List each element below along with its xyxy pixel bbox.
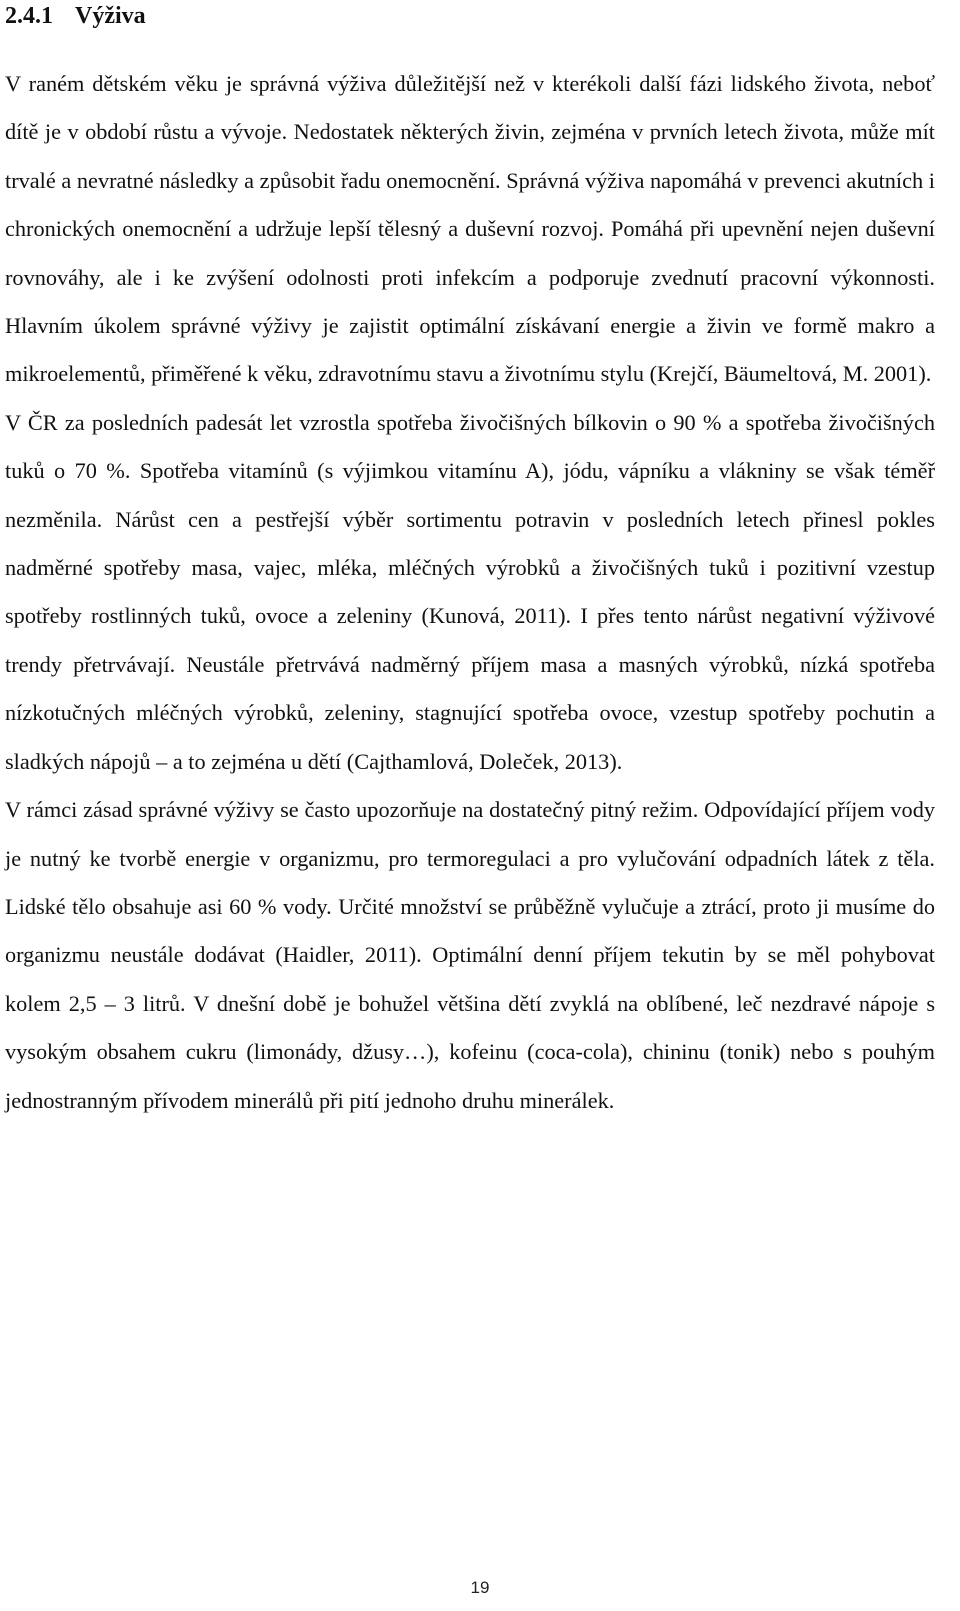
page-number: 19 <box>470 1578 490 1597</box>
paragraph-nutrition-importance: V raném dětském věku je správná výživa důležitější než v kterékoli další fázi lidského života, neboť dítě je v období růstu a vývoje. Nedostatek některých živin, zejména v prvních letech života, může mít trvalé a nevratné následky a způsobit řadu onemocnění. Správná výživa napomáhá v prevenci akutních i chronických onemocnění a udržuje lepší tělesný a duševní rozvoj. Pomáhá při upevnění nejen duševní rovnováhy, ale i ke zvýšení odolnosti proti infekcím a podporuje zvednutí pracovní výkonnosti. Hlavním úkolem správné výživy je zajistit optimální získávaní energie a živin ve formě makro a mikroelementů, přiměřené k věku, zdravotnímu stavu a životnímu stylu (Krejčí, Bäumeltová, M. 2001). <box>5 71 935 387</box>
document-page <box>5 0 935 1125</box>
section-heading <box>5 0 935 30</box>
paragraph-drinking-regime: V rámci zásad správné výživy se často upozorňuje na dostatečný pitný režim. Odpovídající příjem vody je nutný ke tvorbě energie v organizmu, pro termoregulaci a pro vylučování odpadních látek z těla. Lidské tělo obsahuje asi 60 % vody. Určité množství se průběžně vylučuje a ztrácí, proto ji musíme do organizmu neustále dodávat (Haidler, 2011). Optimální denní příjem tekutin by se měl pohybovat kolem 2,5 – 3 litrů. V dnešní době je bohužel většina dětí zvyklá na oblíbené, leč nezdravé nápoje s vysokým obsahem cukru (limonády, džusy…), kofeinu (coca-cola), chininu (tonik) nebo s pouhým jednostranným přívodem minerálů při pití jednoho druhu minerálek. <box>5 797 935 1113</box>
paragraph-consumption-trends: V ČR za posledních padesát let vzrostla spotřeba živočišných bílkovin o 90 % a spotřeba živočišných tuků o 70 %. Spotřeba vitamínů (s výjimkou vitamínu A), jódu, vápníku a vlákniny se však téměř nezměnila. Nárůst cen a pestřejší výběr sortimentu potravin v posledních letech přinesl pokles nadměrné spotřeby masa, vajec, mléka, mléčných výrobků a živočišných tuků i pozitivní vzestup spotřeby rostlinných tuků, ovoce a zeleniny (Kunová, 2011). I přes tento nárůst negativní výživové trendy přetrvávají. Neustále přetrvává nadměrný příjem masa a masných výrobků, nízká spotřeba nízkotučných mléčných výrobků, zeleniny, stagnující spotřeba ovoce, vzestup spotřeby pochutin a sladkých nápojů – a to zejména u dětí (Cajthamlová, Doleček, 2013). <box>5 409 935 774</box>
section-number: 2.4.1 <box>5 3 53 29</box>
section-title: Výživa <box>75 3 146 29</box>
